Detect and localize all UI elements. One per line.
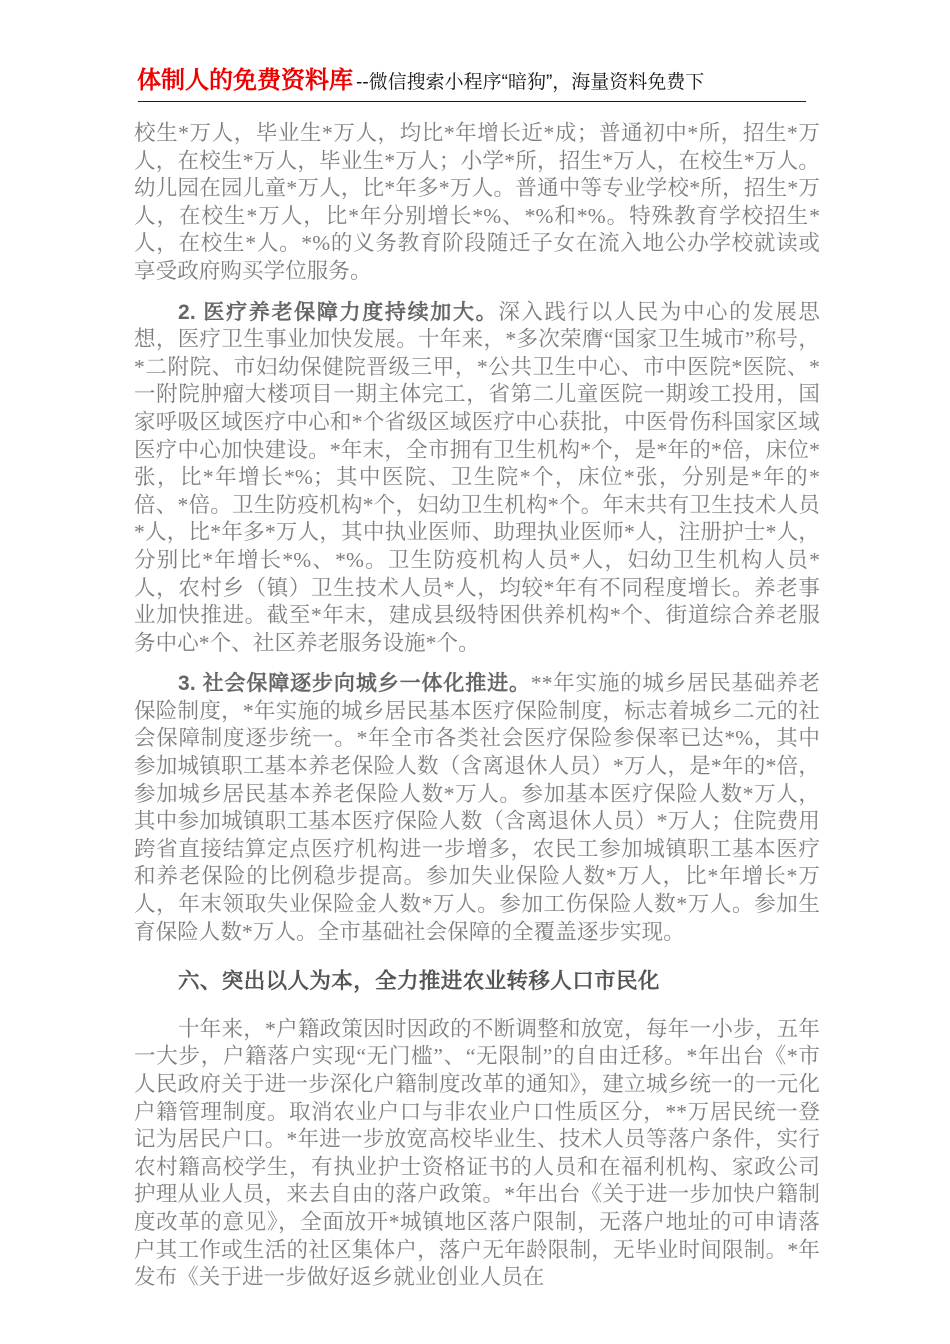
promo-tagline-text: --微信搜索小程序“暗狗”，海量资料免费下 [356, 72, 705, 93]
body-paragraph [134, 670, 820, 946]
promo-banner [137, 60, 807, 102]
body-paragraph [134, 120, 820, 286]
text-block-container [134, 120, 820, 1292]
paragraph-text: 校生*万人，毕业生*万人，均比*年增长近*成；普通初中*所，招生*万人，在校生*万人，毕业生*万人；小学*所，招生*万人，在校生*万人。幼儿园在园儿童*万人，比*年多*万人。普通中等专业学校*所，招生*万人，在校生*万人，比*年分别增长*%、*%和*%。特殊教育学校招生*人，在校生*人。*%的义务教育阶段随迁子女在流入地公办学校就读或享受政府购买学位服务。 [134, 121, 820, 283]
paragraph-text: **年实施的城乡居民基础养老保险制度，*年实施的城乡居民基本医疗保险制度，标志着城乡二元的社会保障制度逐步统一。*年全市各类社会医疗保险参保率已达*%，其中参加城镇职工基本养老保险人数（含离退休人员）*万人，是*年的*倍，参加城乡居民基本养老保险人数*万人。参加基本医疗保险人数*万人，其中参加城镇职工基本医疗保险人数（含离退休人员）*万人；住院费用跨省直接结算定点医疗机构进一步增多，农民工参加城镇职工基本医疗和养老保险的比例稳步提高。参加失业保险人数*万人，比*年增长*万人，年末领取失业保险金人数*万人。参加工伤保险人数*万人。参加生育保险人数*万人。全市基础社会保障的全覆盖逐步实现。 [134, 671, 820, 944]
paragraph-lead-label: 3. 社会保障逐步向城乡一体化推进。 [178, 672, 531, 696]
body-paragraph [134, 1016, 820, 1292]
document-body [134, 120, 820, 1292]
paragraph-lead-label: 2. 医疗养老保障力度持续加大。 [178, 300, 499, 324]
header-divider-rule [138, 101, 806, 102]
body-paragraph [134, 299, 820, 658]
promo-brand-text: 体制人的免费资料库 [137, 67, 353, 94]
section-heading: 六、突出以人为本，全力推进农业转移人口市民化 [178, 969, 660, 994]
paragraph-text: 十年来，*户籍政策因时因政的不断调整和放宽，每年一小步，五年一大步，户籍落户实现“无门槛”、“无限制”的自由迁移。*年出台《*市人民政府关于进一步深化户籍制度改革的通知》，建立城乡统一的一元化户籍管理制度。取消农业户口与非农业户口性质区分，**万居民统一登记为居民户口。*年进一步放宽高校毕业生、技术人员等落户条件，实行农村籍高校学生，有执业护士资格证书的人员和在福利机构、家政公司护理从业人员，来去自由的落户政策。*年出台《关于进一步加快户籍制度改革的意见》，全面放开*城镇地区落户限制，无落户地址的可申请落户其工作或生活的社区集体户，落户无年龄限制，无毕业时间限制。*年发布《关于进一步做好返乡就业创业人员在 [134, 1016, 820, 1290]
paragraph-text: 深入践行以人民为中心的发展思想，医疗卫生事业加快发展。十年来，*多次荣膺“国家卫生城市”称号，*二附院、市妇幼保健院晋级三甲，*公共卫生中心、市中医院*医院、*一附院肿瘤大楼项目一期主体完工，省第二儿童医院一期竣工投用，国家呼吸区域医疗中心和*个省级区域医疗中心获批，中医骨伤科国家区域医疗中心加快建设。*年末，全市拥有卫生机构*个，是*年的*倍，床位*张，比*年增长*%；其中医院、卫生院*个，床位*张，分别是*年的*倍、*倍。卫生防疫机构*个，妇幼卫生机构*个。年末共有卫生技术人员*人，比*年多*万人，其中执业医师、助理执业医师*人，注册护士*人，分别比*年增长*%、*%。卫生防疫机构人员*人，妇幼卫生机构人员*人，农村乡（镇）卫生技术人员*人，均较*年有不同程度增长。养老事业加快推进。截至*年末，建成县级特困供养机构*个、街道综合养老服务中心*个、社区养老服务设施*个。 [134, 299, 820, 655]
